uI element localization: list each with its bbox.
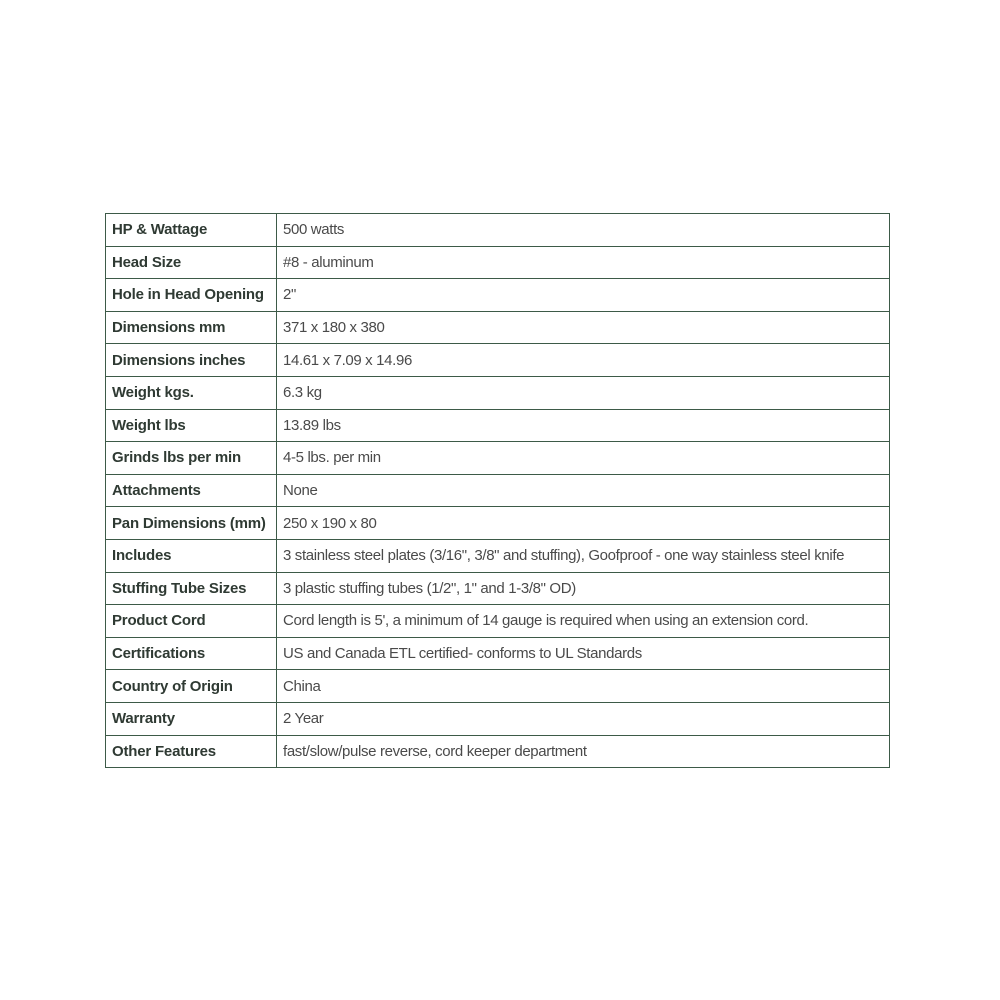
spec-value: 3 stainless steel plates (3/16", 3/8" and stuffing), Goofproof - one way stainless steel knife bbox=[277, 539, 890, 572]
spec-label: Product Cord bbox=[106, 605, 277, 638]
table-row bbox=[106, 376, 890, 409]
spec-label: HP & Wattage bbox=[106, 214, 277, 247]
spec-label: Other Features bbox=[106, 735, 277, 768]
spec-value: Cord length is 5', a minimum of 14 gauge is required when using an extension cord. bbox=[277, 605, 890, 638]
spec-value: 14.61 x 7.09 x 14.96 bbox=[277, 344, 890, 377]
spec-value: 371 x 180 x 380 bbox=[277, 311, 890, 344]
table-row bbox=[106, 474, 890, 507]
spec-value: None bbox=[277, 474, 890, 507]
table-row bbox=[106, 507, 890, 540]
spec-label: Pan Dimensions (mm) bbox=[106, 507, 277, 540]
table-row bbox=[106, 246, 890, 279]
spec-label: Certifications bbox=[106, 637, 277, 670]
spec-label: Dimensions inches bbox=[106, 344, 277, 377]
spec-value: 13.89 lbs bbox=[277, 409, 890, 442]
table-row bbox=[106, 214, 890, 247]
spec-label: Country of Origin bbox=[106, 670, 277, 703]
table-row bbox=[106, 735, 890, 768]
spec-label: Hole in Head Opening bbox=[106, 279, 277, 312]
spec-label: Warranty bbox=[106, 702, 277, 735]
table-row bbox=[106, 279, 890, 312]
table-row bbox=[106, 344, 890, 377]
spec-label: Head Size bbox=[106, 246, 277, 279]
table-row bbox=[106, 539, 890, 572]
table-row bbox=[106, 409, 890, 442]
table-row bbox=[106, 702, 890, 735]
table-row bbox=[106, 311, 890, 344]
spec-label: Stuffing Tube Sizes bbox=[106, 572, 277, 605]
spec-value: 3 plastic stuffing tubes (1/2", 1" and 1-3/8" OD) bbox=[277, 572, 890, 605]
spec-label: Includes bbox=[106, 539, 277, 572]
table-row bbox=[106, 605, 890, 638]
spec-value: 6.3 kg bbox=[277, 376, 890, 409]
spec-value: #8 - aluminum bbox=[277, 246, 890, 279]
spec-label: Grinds lbs per min bbox=[106, 442, 277, 475]
spec-label: Dimensions mm bbox=[106, 311, 277, 344]
spec-value: 2" bbox=[277, 279, 890, 312]
table-row bbox=[106, 637, 890, 670]
spec-value: 500 watts bbox=[277, 214, 890, 247]
spec-value: 2 Year bbox=[277, 702, 890, 735]
spec-label: Attachments bbox=[106, 474, 277, 507]
spec-value: China bbox=[277, 670, 890, 703]
spec-value: US and Canada ETL certified- conforms to UL Standards bbox=[277, 637, 890, 670]
table-row bbox=[106, 670, 890, 703]
spec-label: Weight kgs. bbox=[106, 376, 277, 409]
spec-value: fast/slow/pulse reverse, cord keeper department bbox=[277, 735, 890, 768]
spec-label: Weight lbs bbox=[106, 409, 277, 442]
spec-value: 250 x 190 x 80 bbox=[277, 507, 890, 540]
table-row bbox=[106, 572, 890, 605]
table-row bbox=[106, 442, 890, 475]
spec-value: 4-5 lbs. per min bbox=[277, 442, 890, 475]
specifications-table bbox=[105, 213, 890, 768]
